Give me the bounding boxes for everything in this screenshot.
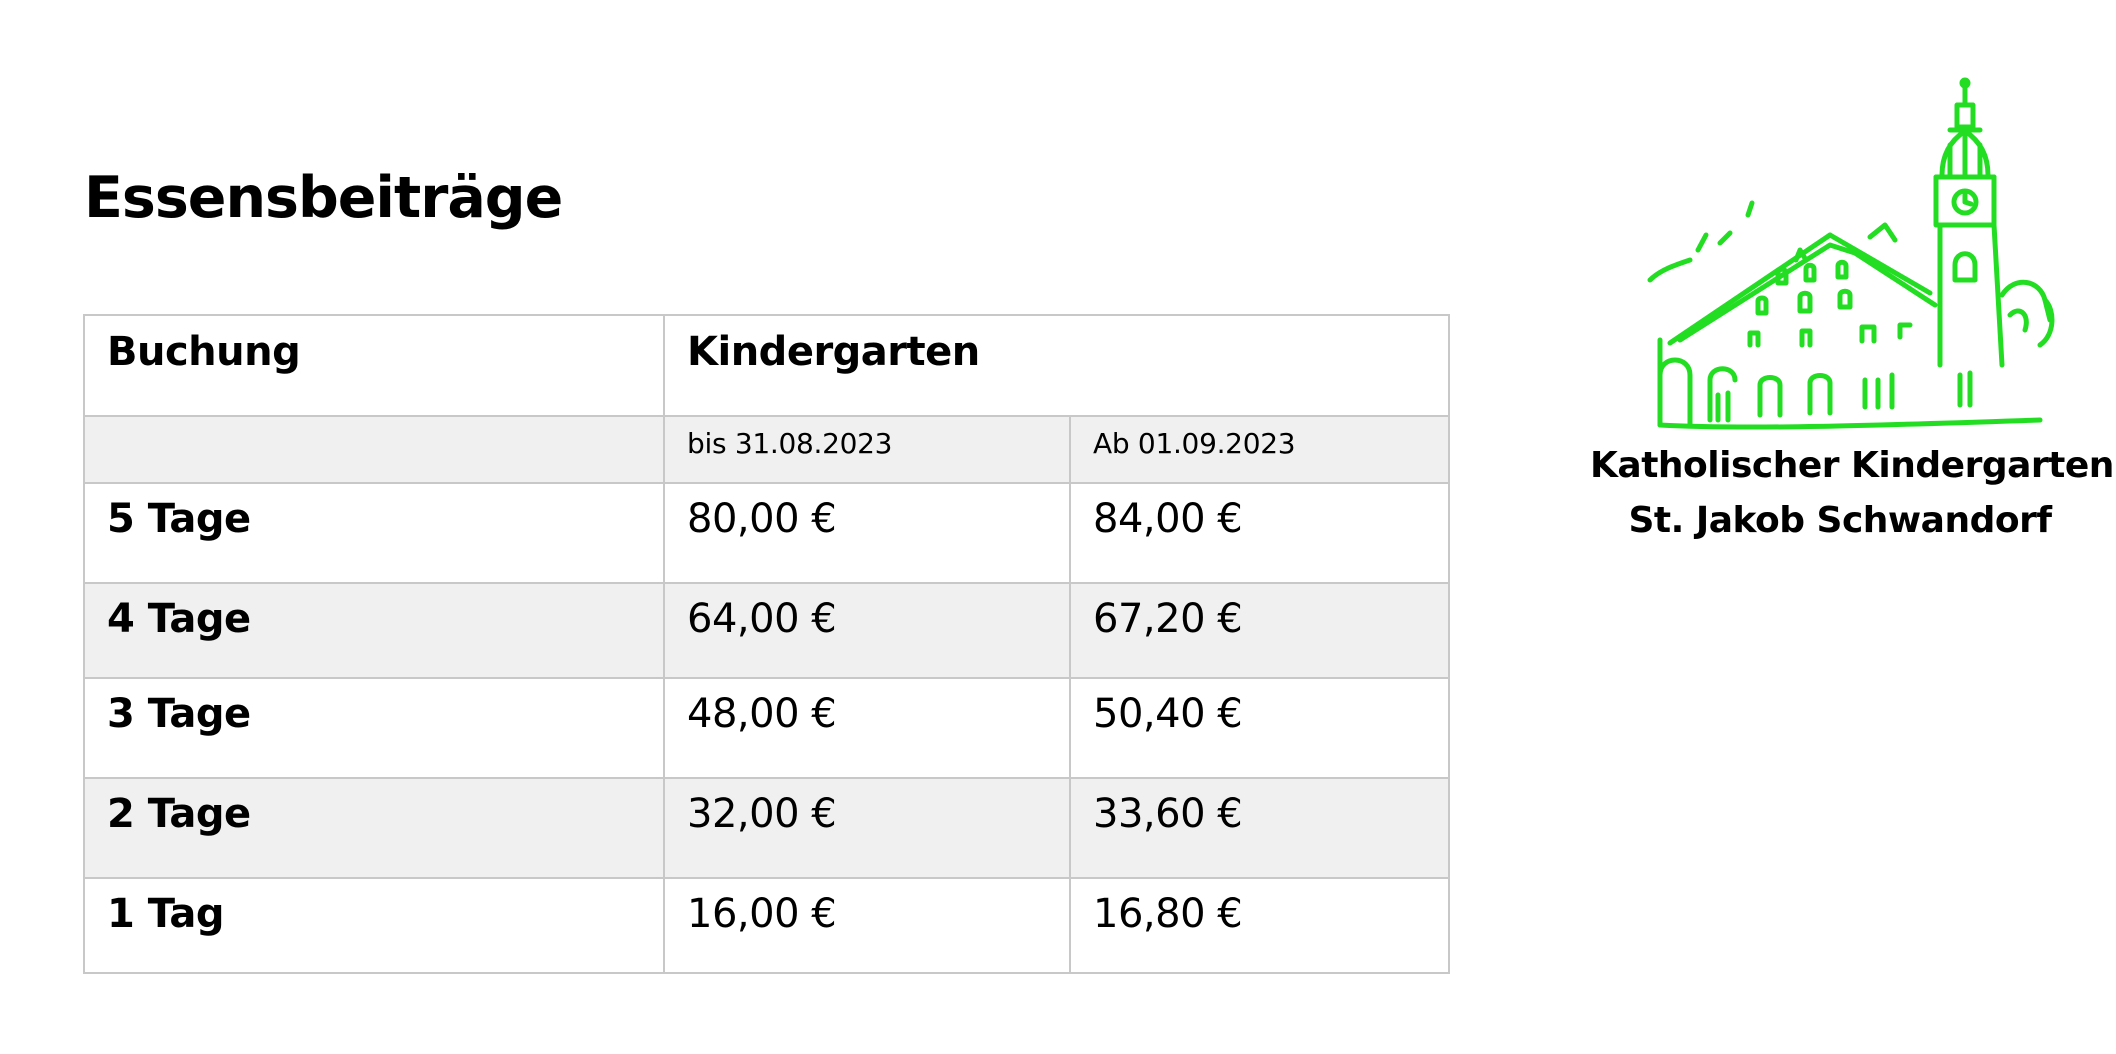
row-until-cell [664,483,1070,583]
row-from-price: 67,20 € [1093,596,1243,642]
row-until-price: 32,00 € [687,791,837,837]
meal-fee-table [83,314,1450,974]
subheader-cell-until [664,416,1070,483]
header-kindergarten-label: Kindergarten [687,329,980,375]
row-until-price: 48,00 € [687,691,837,737]
page-title: Essensbeiträge [84,165,563,231]
row-from-price: 84,00 € [1093,496,1243,542]
row-until-cell [664,678,1070,778]
row-from-cell [1070,583,1449,678]
table-header-row [84,315,1449,416]
logo-line-1: Katholischer Kindergarten [1590,445,2114,486]
row-label: 5 Tage [107,496,251,542]
row-label-cell [84,878,664,973]
row-until-price: 64,00 € [687,596,837,642]
row-from-cell [1070,483,1449,583]
row-from-price: 50,40 € [1093,691,1243,737]
row-label: 3 Tage [107,691,251,737]
table-row [84,878,1449,973]
row-label: 4 Tage [107,596,251,642]
row-from-cell [1070,678,1449,778]
subheader-until-date: bis 31.08.2023 [687,427,893,460]
row-label-cell [84,778,664,878]
row-from-cell [1070,778,1449,878]
subheader-cell-from [1070,416,1449,483]
row-label-cell [84,583,664,678]
table-subheader-row [84,416,1449,483]
row-label-cell [84,483,664,583]
header-cell-booking [84,315,664,416]
row-from-price: 16,80 € [1093,891,1243,937]
church-building-icon [1630,75,2060,445]
table-row [84,583,1449,678]
row-label: 1 Tag [107,891,225,937]
row-until-cell [664,778,1070,878]
table-row [84,483,1449,583]
row-from-cell [1070,878,1449,973]
subheader-cell-empty [84,416,664,483]
table-row [84,678,1449,778]
logo-line-2: St. Jakob Schwandorf [1628,500,2052,541]
row-until-cell [664,878,1070,973]
row-until-price: 16,00 € [687,891,837,937]
table-row [84,778,1449,878]
header-booking-label: Buchung [107,329,301,375]
row-label-cell [84,678,664,778]
kindergarten-logo [1590,75,2114,555]
header-cell-kindergarten [664,315,1449,416]
row-until-cell [664,583,1070,678]
row-from-price: 33,60 € [1093,791,1243,837]
row-label: 2 Tage [107,791,251,837]
subheader-from-date: Ab 01.09.2023 [1093,427,1296,460]
row-until-price: 80,00 € [687,496,837,542]
